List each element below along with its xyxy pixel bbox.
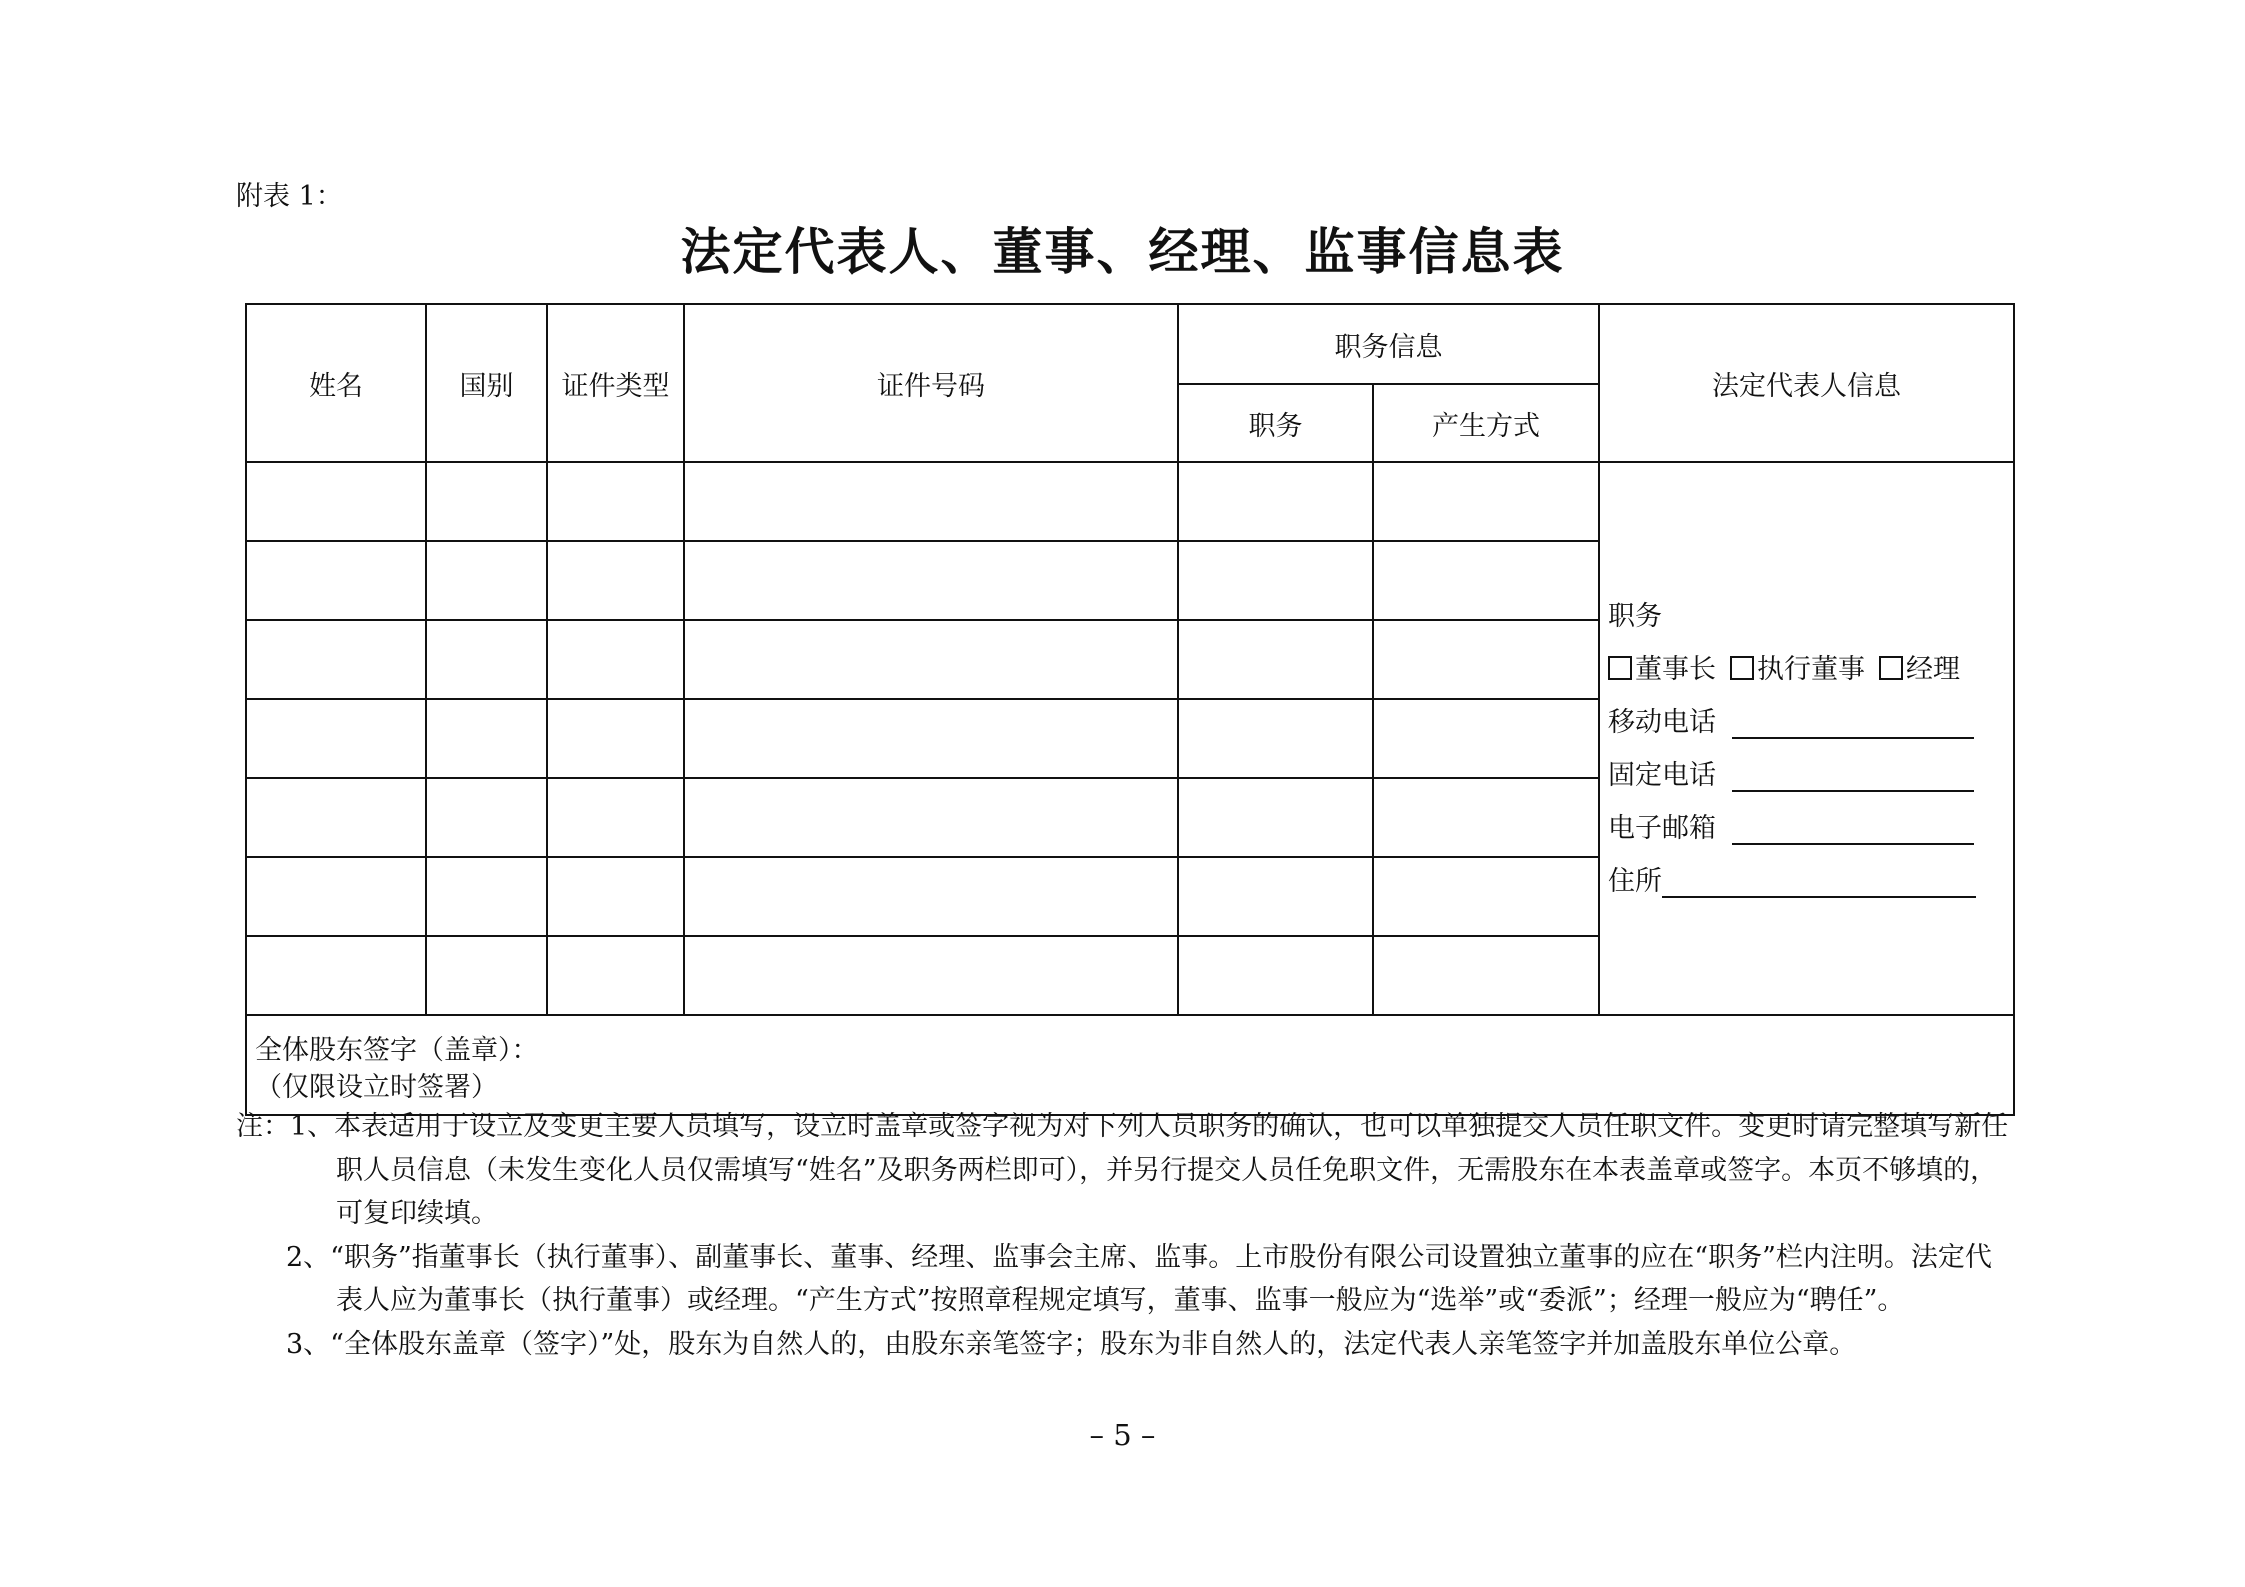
note-2: 2、“职务”指董事长（执行董事）、副董事长、董事、经理、监事会主席、监事。上市股份有限公司设置独立董事的应在“职务”栏内注明。法定代表人应为董事长（执行董事）或经理。“产生方式”按照章程规定填写，董事、监事一般应为“选举”或“委派”；经理一般应为“聘任”。 bbox=[286, 1241, 1992, 1316]
option-executive-director-label: 执行董事 bbox=[1757, 653, 1865, 685]
phone-label: 固定电话 bbox=[1608, 759, 1716, 791]
nationality-cell[interactable] bbox=[426, 699, 547, 778]
phone-line bbox=[1608, 739, 2013, 792]
option-manager-label: 经理 bbox=[1906, 653, 1960, 685]
info-table bbox=[245, 303, 2015, 1116]
position-cell[interactable] bbox=[1178, 699, 1373, 778]
id-type-cell[interactable] bbox=[547, 699, 684, 778]
signature-note: （仅限设立时签署） bbox=[255, 1072, 498, 1103]
id-type-cell[interactable] bbox=[547, 541, 684, 620]
note-3: 3、“全体股东盖章（签字）”处，股东为自然人的，由股东亲笔签字；股东为非自然人的，法定代表人亲笔签字并加盖股东单位公章。 bbox=[286, 1328, 1857, 1360]
name-cell[interactable] bbox=[246, 541, 426, 620]
method-cell[interactable] bbox=[1373, 936, 1599, 1015]
header-name: 姓名 bbox=[246, 304, 426, 462]
id-number-cell[interactable] bbox=[684, 699, 1178, 778]
method-cell[interactable] bbox=[1373, 778, 1599, 857]
method-cell[interactable] bbox=[1373, 620, 1599, 699]
nationality-cell[interactable] bbox=[426, 620, 547, 699]
name-cell[interactable] bbox=[246, 778, 426, 857]
notes bbox=[236, 1105, 2016, 1366]
position-cell[interactable] bbox=[1178, 857, 1373, 936]
nationality-cell[interactable] bbox=[426, 778, 547, 857]
header-nationality: 国别 bbox=[426, 304, 547, 462]
position-cell[interactable] bbox=[1178, 936, 1373, 1015]
table-row bbox=[246, 462, 2014, 541]
email-label: 电子邮箱 bbox=[1608, 812, 1716, 844]
id-type-cell[interactable] bbox=[547, 778, 684, 857]
position-cell[interactable] bbox=[1178, 778, 1373, 857]
id-type-cell[interactable] bbox=[547, 936, 684, 1015]
id-number-cell[interactable] bbox=[684, 778, 1178, 857]
signature-cell[interactable] bbox=[246, 1015, 2014, 1115]
address-field[interactable] bbox=[1662, 868, 1976, 898]
appendix-label: 附表 1： bbox=[236, 181, 343, 212]
position-cell[interactable] bbox=[1178, 620, 1373, 699]
rep-position-label: 职务 bbox=[1608, 600, 1662, 632]
method-cell[interactable] bbox=[1373, 699, 1599, 778]
id-number-cell[interactable] bbox=[684, 936, 1178, 1015]
nationality-cell[interactable] bbox=[426, 541, 547, 620]
page-number: – 5 – bbox=[1089, 1418, 1156, 1452]
rep-position-line bbox=[1608, 580, 2013, 633]
position-cell[interactable] bbox=[1178, 541, 1373, 620]
rep-options-line bbox=[1608, 633, 2013, 686]
note-1: 注：1、本表适用于设立及变更主要人员填写，设立时盖章或签字视为对下列人员职务的确认，也可以单独提交人员任职文件。变更时请完整填写新任职人员信息（未发生变化人员仅需填写“姓名”及职务两栏即可），并另行提交人员任免职文件，无需股东在本表盖章或签字。本页不够填的，可复印续填。 bbox=[236, 1111, 2009, 1229]
mobile-field[interactable] bbox=[1732, 709, 1974, 739]
method-cell[interactable] bbox=[1373, 541, 1599, 620]
option-chairman-label: 董事长 bbox=[1635, 653, 1716, 685]
phone-field[interactable] bbox=[1732, 762, 1974, 792]
header-method: 产生方式 bbox=[1373, 384, 1599, 462]
id-number-cell[interactable] bbox=[684, 541, 1178, 620]
method-cell[interactable] bbox=[1373, 462, 1599, 541]
header-legal-rep-info: 法定代表人信息 bbox=[1599, 304, 2014, 462]
name-cell[interactable] bbox=[246, 699, 426, 778]
method-cell[interactable] bbox=[1373, 857, 1599, 936]
id-type-cell[interactable] bbox=[547, 462, 684, 541]
id-number-cell[interactable] bbox=[684, 620, 1178, 699]
id-number-cell[interactable] bbox=[684, 462, 1178, 541]
name-cell[interactable] bbox=[246, 857, 426, 936]
nationality-cell[interactable] bbox=[426, 936, 547, 1015]
mobile-line bbox=[1608, 686, 2013, 739]
id-type-cell[interactable] bbox=[547, 620, 684, 699]
nationality-cell[interactable] bbox=[426, 462, 547, 541]
header-id-type: 证件类型 bbox=[547, 304, 684, 462]
name-cell[interactable] bbox=[246, 462, 426, 541]
checkbox-executive-director[interactable] bbox=[1730, 656, 1754, 680]
position-cell[interactable] bbox=[1178, 462, 1373, 541]
form-title: 法定代表人、董事、经理、监事信息表 bbox=[680, 222, 1565, 281]
email-line bbox=[1608, 792, 2013, 845]
signature-row bbox=[246, 1015, 2014, 1115]
name-cell[interactable] bbox=[246, 620, 426, 699]
email-field[interactable] bbox=[1732, 815, 1974, 845]
id-number-cell[interactable] bbox=[684, 857, 1178, 936]
address-line bbox=[1608, 845, 2013, 898]
legal-rep-panel bbox=[1599, 462, 2014, 1015]
header-position-info: 职务信息 bbox=[1178, 304, 1599, 384]
checkbox-chairman[interactable] bbox=[1608, 656, 1632, 680]
id-type-cell[interactable] bbox=[547, 857, 684, 936]
checkbox-manager[interactable] bbox=[1879, 656, 1903, 680]
name-cell[interactable] bbox=[246, 936, 426, 1015]
address-label: 住所 bbox=[1608, 865, 1662, 897]
nationality-cell[interactable] bbox=[426, 857, 547, 936]
signature-label: 全体股东签字（盖章）： bbox=[255, 1035, 539, 1066]
header-id-number: 证件号码 bbox=[684, 304, 1178, 462]
mobile-label: 移动电话 bbox=[1608, 706, 1716, 738]
header-position: 职务 bbox=[1178, 384, 1373, 462]
